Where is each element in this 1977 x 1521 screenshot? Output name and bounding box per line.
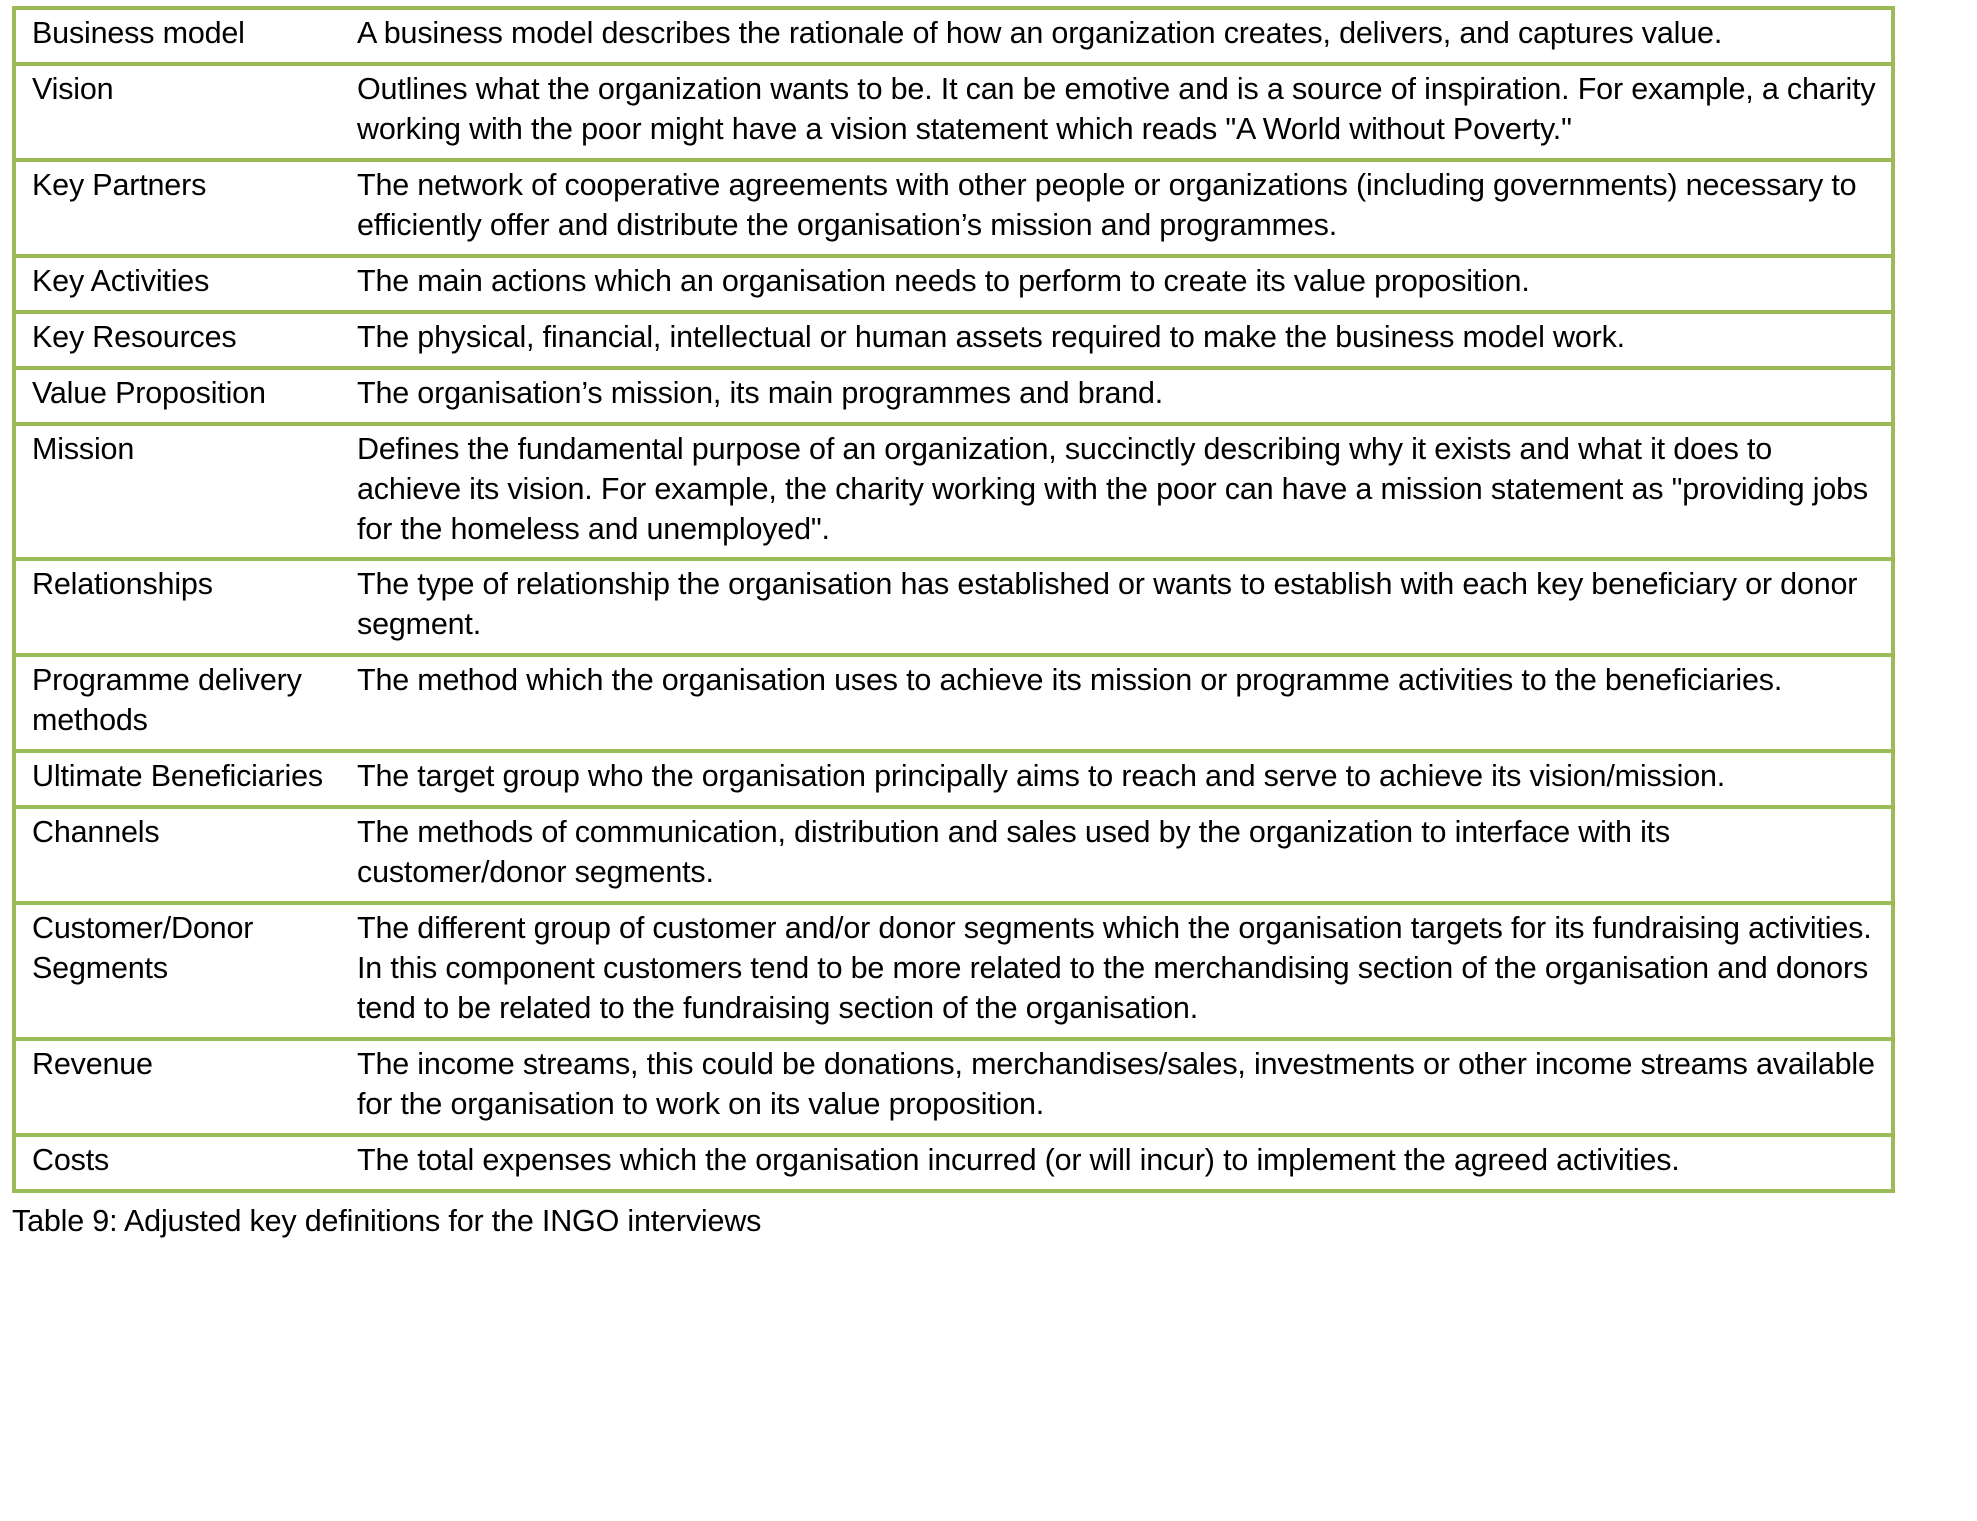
term-cell: Vision [32, 71, 114, 106]
definition-cell: Outlines what the organization wants to be. It can be emotive and is a source of inspiration. For example, a charity working with the poor might have a vision statement which reads "A World without Poverty." [357, 71, 1876, 146]
term-cell: Revenue [32, 1047, 153, 1082]
table-row [14, 1039, 1893, 1135]
table-row [14, 751, 1893, 807]
table-row [14, 655, 1893, 751]
table-row [14, 8, 1893, 64]
term-cell: Value Proposition [32, 375, 266, 410]
definition-cell: The total expenses which the organisation incurred (or will incur) to implement the agreed activities. [357, 1142, 1680, 1177]
table-caption: Table 9: Adjusted key definitions for the INGO interviews [12, 1203, 762, 1238]
term-cell: Business model [32, 16, 245, 50]
term-cell: Key Resources [32, 319, 237, 354]
table-row [14, 1135, 1893, 1191]
definition-cell: The target group who the organisation principally aims to reach and serve to achieve its vision/mission. [357, 759, 1726, 794]
definition-cell: The different group of customer and/or donor segments which the organisation targets for its fundraising activities. In this component customers tend to be more related to the merchandising section of the organisation and donors tend to be related to the fundraising section of the organisation. [357, 911, 1872, 1026]
definition-cell: The method which the organisation uses to achieve its mission or programme activities to the beneficiaries. [357, 663, 1783, 698]
table-row [14, 160, 1893, 256]
definition-cell: The organisation’s mission, its main programmes and brand. [357, 375, 1164, 410]
term-cell: Channels [32, 815, 160, 850]
key-definitions-table [12, 6, 1895, 1193]
definition-cell: The type of relationship the organisation has established or wants to establish with each key beneficiary or donor segment. [357, 567, 1858, 642]
term-cell: Costs [32, 1142, 110, 1177]
table-row [14, 903, 1893, 1039]
definition-cell: The physical, financial, intellectual or human assets required to make the business model work. [357, 319, 1625, 354]
table-row [14, 559, 1893, 655]
term-cell: Key Partners [32, 167, 207, 202]
term-cell: Programme delivery methods [32, 663, 302, 738]
table-row [14, 807, 1893, 903]
table-row [14, 312, 1893, 368]
table-row [14, 424, 1893, 560]
table-row [14, 368, 1893, 424]
table-body [14, 8, 1893, 1191]
term-cell: Mission [32, 431, 135, 466]
definition-cell: A business model describes the rationale of how an organization creates, delivers, and captures value. [357, 16, 1723, 50]
table-row [14, 64, 1893, 160]
definition-cell: The main actions which an organisation needs to perform to create its value proposition. [357, 263, 1530, 298]
term-cell: Key Activities [32, 263, 210, 298]
definition-cell: The income streams, this could be donations, merchandises/sales, investments or other income streams available for the organisation to work on its value proposition. [357, 1047, 1875, 1121]
term-cell: Ultimate Beneficiaries [32, 759, 323, 794]
term-cell: Relationships [32, 567, 213, 602]
table-row [14, 256, 1893, 312]
definition-cell: The network of cooperative agreements with other people or organizations (including governments) necessary to efficiently offer and distribute the organisation’s mission and programmes. [357, 167, 1857, 242]
definition-cell: The methods of communication, distribution and sales used by the organization to interface with its customer/donor segments. [357, 815, 1671, 890]
definition-cell: Defines the fundamental purpose of an organization, succinctly describing why it exists and what it does to achieve its vision. For example, the charity working with the poor can have a mission statement as "providing jobs for the homeless and unemployed". [357, 431, 1868, 546]
term-cell: Customer/Donor Segments [32, 911, 254, 986]
